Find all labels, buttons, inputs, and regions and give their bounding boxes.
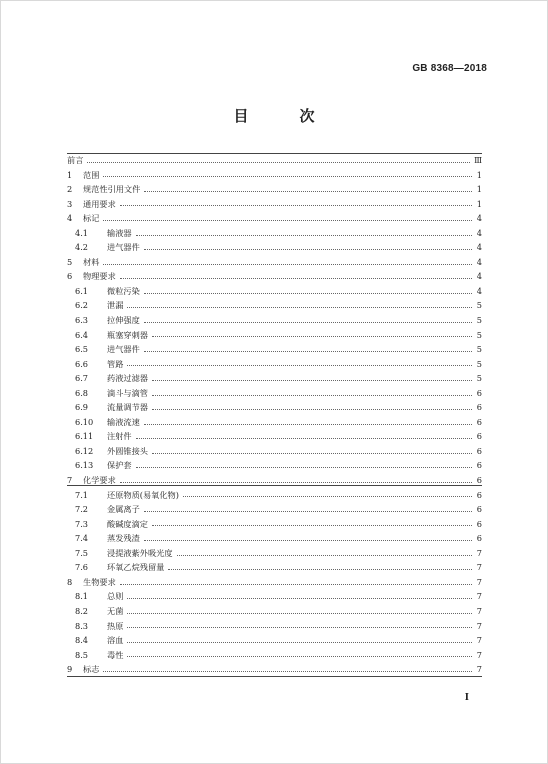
toc-entry-number: 6.13 xyxy=(75,460,94,471)
toc-entry-number: 1 xyxy=(67,169,73,180)
dot-leader xyxy=(136,438,472,439)
toc-entry-title: 溶血 xyxy=(107,635,124,646)
toc-entry-number: 8.5 xyxy=(75,649,89,660)
toc-entry-page: 5 xyxy=(476,315,482,326)
toc-entry[interactable] xyxy=(67,473,482,488)
toc-entry-number: 7.2 xyxy=(75,504,89,515)
toc-entry-page: 7 xyxy=(476,664,482,675)
toc-entry-title: 浸提液紫外吸光度 xyxy=(107,547,173,558)
toc-entry-number: 8.3 xyxy=(75,620,89,631)
toc-entry-title: 瓶塞穿刺器 xyxy=(107,329,148,340)
toc-entry-number: 6.12 xyxy=(75,445,94,456)
toc-entry[interactable] xyxy=(67,153,482,168)
page-title: 目 次 xyxy=(233,107,333,125)
toc-entry-number: 4.1 xyxy=(75,227,89,238)
dot-leader xyxy=(152,336,472,337)
toc-entry-page: 5 xyxy=(476,358,482,369)
toc-entry-page: 5 xyxy=(476,300,482,311)
dot-leader xyxy=(127,307,472,308)
toc-entry-number: 8.4 xyxy=(75,635,89,646)
toc-entry[interactable] xyxy=(67,488,482,503)
toc-entry-page: 7 xyxy=(476,591,482,602)
toc-entry-title: 微粒污染 xyxy=(107,285,140,296)
dot-leader xyxy=(152,395,472,396)
toc-entry-title: 拉伸强度 xyxy=(107,315,140,326)
toc-entry-number: 6.8 xyxy=(75,387,89,398)
toc-entry-page: 7 xyxy=(476,547,482,558)
toc-entry-title: 材料 xyxy=(83,256,100,267)
toc-entry[interactable] xyxy=(67,429,482,444)
toc-entry[interactable] xyxy=(67,255,482,270)
toc-entry-title: 标志 xyxy=(83,664,100,675)
dot-leader xyxy=(127,642,472,643)
toc-entry[interactable] xyxy=(67,313,482,328)
toc-entry-number: 6.5 xyxy=(75,344,89,355)
toc-entry-number: 7.1 xyxy=(75,489,89,500)
dot-leader xyxy=(168,569,472,570)
toc-entry[interactable] xyxy=(67,560,482,575)
toc-entry-page: 4 xyxy=(476,213,482,224)
toc-entry-page: 7 xyxy=(476,620,482,631)
toc-entry-page: 1 xyxy=(476,198,482,209)
toc-entry[interactable] xyxy=(67,328,482,343)
toc-entry[interactable] xyxy=(67,458,482,473)
toc-entry-title: 蒸发残渣 xyxy=(107,533,140,544)
dot-leader xyxy=(127,598,472,599)
toc-entry-number: 5 xyxy=(67,256,73,267)
toc-entry-title: 药液过滤器 xyxy=(107,373,148,384)
dot-leader xyxy=(144,322,472,323)
toc-entry[interactable] xyxy=(67,517,482,532)
dot-leader xyxy=(152,380,472,381)
toc-entry-title: 标记 xyxy=(83,213,100,224)
dot-leader xyxy=(144,351,472,352)
toc-entry[interactable] xyxy=(67,371,482,386)
dot-leader xyxy=(177,555,472,556)
dot-leader xyxy=(120,205,472,206)
dot-leader xyxy=(87,162,470,163)
toc-entry-page: 1 xyxy=(476,169,482,180)
toc-entry-page: 6 xyxy=(476,533,482,544)
toc-entry[interactable] xyxy=(67,197,482,212)
toc-entry-number: 3 xyxy=(67,198,73,209)
toc-entry-number: 4 xyxy=(67,213,73,224)
toc-entry[interactable] xyxy=(67,226,482,241)
toc-entry[interactable] xyxy=(67,342,482,357)
toc-entry-number: 7 xyxy=(67,475,73,486)
toc-entry-number: 2 xyxy=(67,184,73,195)
toc-entry[interactable] xyxy=(67,415,482,430)
dot-leader xyxy=(136,467,472,468)
toc-entry-number: 7.6 xyxy=(75,562,89,573)
toc-entry-number: 8 xyxy=(67,576,73,587)
toc-entry-title: 前言 xyxy=(67,155,84,165)
dot-leader xyxy=(120,482,472,483)
dot-leader xyxy=(144,540,472,541)
toc-entry-number: 6.10 xyxy=(75,416,94,427)
toc-entry-title: 无菌 xyxy=(107,605,124,616)
toc-entry[interactable] xyxy=(67,633,482,648)
dot-leader xyxy=(152,525,472,526)
toc-entry-number: 8.1 xyxy=(75,591,89,602)
toc-entry[interactable] xyxy=(67,240,482,255)
toc-entry-title: 外圆锥接头 xyxy=(107,445,148,456)
dot-leader xyxy=(127,656,472,657)
toc-entry-title: 金属离子 xyxy=(107,504,140,515)
toc-entry-page: 7 xyxy=(476,649,482,660)
dot-leader xyxy=(120,584,472,585)
toc-entry-title: 总则 xyxy=(107,591,124,602)
toc-entry-title: 生物要求 xyxy=(83,576,116,587)
toc-entry-title: 保护套 xyxy=(107,460,132,471)
toc-entry[interactable] xyxy=(67,619,482,634)
toc-entry-page: 7 xyxy=(476,635,482,646)
dot-leader xyxy=(152,453,472,454)
toc-entry[interactable] xyxy=(67,284,482,299)
toc-entry-page: 5 xyxy=(476,373,482,384)
dot-leader xyxy=(103,176,472,177)
dot-leader xyxy=(152,409,472,410)
toc-entry-page: 5 xyxy=(476,329,482,340)
toc-entry[interactable] xyxy=(67,502,482,517)
dot-leader xyxy=(144,249,472,250)
page-number: Ⅰ xyxy=(464,693,469,703)
toc-entry-page: 4 xyxy=(476,227,482,238)
toc-entry-number: 4.2 xyxy=(75,242,89,253)
toc-entry[interactable] xyxy=(67,546,482,561)
toc-entry-number: 6.1 xyxy=(75,285,89,296)
dot-leader xyxy=(144,424,472,425)
toc-entry-page: 1 xyxy=(476,184,482,195)
toc-entry[interactable] xyxy=(67,298,482,313)
toc-entry-number: 7.3 xyxy=(75,518,89,529)
toc-entry[interactable] xyxy=(67,269,482,284)
toc-entry-title: 进气器件 xyxy=(107,242,140,253)
toc-entry-title: 酸碱度滴定 xyxy=(107,518,148,529)
toc-entry-title: 范围 xyxy=(83,169,100,180)
toc-entry-number: 6.11 xyxy=(75,431,94,442)
toc-entry-page: 5 xyxy=(476,344,482,355)
toc-entry-title: 注射件 xyxy=(107,431,132,442)
dot-leader xyxy=(103,220,472,221)
dot-leader xyxy=(103,264,472,265)
toc-entry-number: 9 xyxy=(67,664,73,675)
toc-entry-page: 4 xyxy=(476,256,482,267)
toc-entry-page: 4 xyxy=(476,285,482,296)
toc-entry-page: 6 xyxy=(476,460,482,471)
toc-entry-number: 6.6 xyxy=(75,358,89,369)
dot-leader xyxy=(103,671,472,672)
dot-leader xyxy=(136,235,472,236)
toc-entry-title: 规范性引用文件 xyxy=(83,184,141,195)
dot-leader xyxy=(127,627,472,628)
toc-entry-number: 7.5 xyxy=(75,547,89,558)
toc-entry[interactable] xyxy=(67,211,482,226)
toc-entry-page: 6 xyxy=(476,431,482,442)
toc-entry-title: 输液流速 xyxy=(107,416,140,427)
toc-entry-number: 6 xyxy=(67,271,73,282)
toc-entry-page: 4 xyxy=(476,242,482,253)
dot-leader xyxy=(144,511,472,512)
toc-entry-number: 8.2 xyxy=(75,605,89,616)
toc-entry-number: 7.4 xyxy=(75,533,89,544)
toc-entry[interactable] xyxy=(67,400,482,415)
toc-entry[interactable] xyxy=(67,589,482,604)
toc-entry[interactable] xyxy=(67,648,482,663)
toc-entry-title: 物理要求 xyxy=(83,271,116,282)
dot-leader xyxy=(127,613,472,614)
toc-entry-title: 输液器 xyxy=(107,227,132,238)
toc-entry[interactable] xyxy=(67,182,482,197)
dot-leader xyxy=(144,191,472,192)
toc-entry-page: 6 xyxy=(476,504,482,515)
toc-entry-page: 6 xyxy=(476,518,482,529)
toc-entry-page: 4 xyxy=(476,271,482,282)
toc-entry-title: 滴斗与滴管 xyxy=(107,387,148,398)
dot-leader xyxy=(183,496,472,497)
toc-entry[interactable] xyxy=(67,168,482,183)
dot-leader xyxy=(120,278,472,279)
toc-entry-number: 6.7 xyxy=(75,373,89,384)
toc-entry-title: 环氧乙烷残留量 xyxy=(107,562,165,573)
dot-leader xyxy=(127,365,472,366)
toc-entry-title: 通用要求 xyxy=(83,198,116,209)
toc-entry-title: 热原 xyxy=(107,620,124,631)
toc-entry[interactable] xyxy=(67,604,482,619)
toc-entry[interactable] xyxy=(67,444,482,459)
toc-entry-page: 7 xyxy=(476,576,482,587)
toc-entry[interactable] xyxy=(67,575,482,590)
standard-number: GB 8368—2018 xyxy=(412,63,487,74)
toc-entry[interactable] xyxy=(67,531,482,546)
toc-entry-title: 化学要求 xyxy=(83,475,116,486)
toc-entry-page: 6 xyxy=(476,475,482,486)
toc-entry-title: 流量调节器 xyxy=(107,402,148,413)
toc-entry[interactable] xyxy=(67,662,482,677)
toc-entry-page: 6 xyxy=(476,387,482,398)
toc-entry-page: 6 xyxy=(476,402,482,413)
toc-entry-title: 还原物质(易氧化物) xyxy=(107,489,179,500)
toc-entry[interactable] xyxy=(67,386,482,401)
toc-entry-title: 泄漏 xyxy=(107,300,124,311)
toc-entry-title: 进气器件 xyxy=(107,344,140,355)
toc-entry-title: 管路 xyxy=(107,358,124,369)
toc-entry-page: 6 xyxy=(476,489,482,500)
toc-entry-page: 7 xyxy=(476,562,482,573)
toc-entry-number: 6.2 xyxy=(75,300,89,311)
toc-entry-number: 6.3 xyxy=(75,315,89,326)
toc-entry-page: 6 xyxy=(476,445,482,456)
toc-entry-page: 7 xyxy=(476,605,482,616)
dot-leader xyxy=(144,293,472,294)
toc-entry-number: 6.4 xyxy=(75,329,89,340)
toc-entry-number: 6.9 xyxy=(75,402,89,413)
toc-entry[interactable] xyxy=(67,357,482,372)
toc-entry-title: 毒性 xyxy=(107,649,124,660)
toc-entry-page: Ⅲ xyxy=(474,155,482,165)
toc-entry-page: 6 xyxy=(476,416,482,427)
table-of-contents xyxy=(67,153,482,677)
